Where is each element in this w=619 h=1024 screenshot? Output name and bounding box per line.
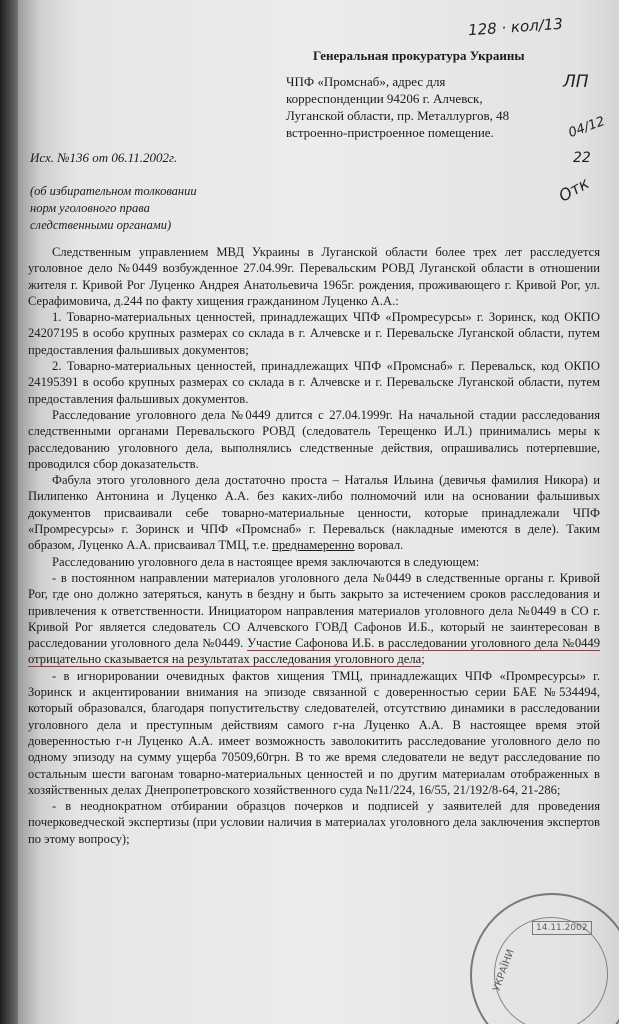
paragraph-text: ;: [421, 652, 425, 667]
document-page: [18, 0, 619, 1024]
paragraph-text: - в постоянном направлении материалов уголовного дела №0449 в следственные органы г. Кривой Рог, где оно должно затеряться, кануть в бездну и быть закрыто за истечением сроков расследования и привлечения к ответственности. Инициатором направления материалов уголовного дела №0449 в СО г. Кривой Рог является следователь СО Алчевского ГОВД Сафонов И.Б., который не заинтересован в расследовании уголовного дела №0449.: [28, 570, 600, 651]
addressee-line: корреспонденции 94206 г. Алчевск,: [286, 91, 483, 106]
paragraph: - в игнорировании очевидных фактов хищения ТМЦ, принадлежащих ЧПФ «Промресурсы» г. Зоринск и акцентировании внимания на эпизоде связанной с доверенностью серии БАЕ №534494, который образовался, благодаря попустительству следователей, отсутствию динамики в расследовании уголовного дела и преступным действиям самого г-на Луценко А.А. В настоящее время этой доверенностью г-н Луценко А.А. имеет возможность заволокитить расследование уголовного дело по одному эпизоду на сумму ущерба 70509,60грн. В то же время следователи не ведут расследование по остальным шести вагонам товарно-материальных ценностей и по другим материалам отображенных в хозяйственных делах Днепропетровского хозяйственного суда №11/224, 16/55, 21/192/8-64, 21-286;: [28, 668, 600, 797]
paragraph-text: воровал.: [357, 538, 404, 553]
handwritten-signature: Отк: [555, 173, 593, 206]
paragraph: Расследованию уголовного дела в настоящее время заключаются в следующем:: [52, 554, 480, 569]
subject-line: норм уголовного права: [30, 201, 150, 215]
handwritten-right-mark: ЛП: [563, 72, 589, 92]
paragraph-text: Фабула этого уголовного дела достаточно проста – Наталья Ильина (девичья фамилия Никора) и Пилипенко Антонина и Луценко А.А. без каких-либо полномочий или на основании фальшивых документов присваивали себе товарно-материальные ценности, которые принадлежали ЧПФ «Промресурсы» г. Зоринск и ЧПФ «Промснаб» г. Перевальск (накладные имеются в деле). Таким образом, Луценко А.А. присваивал ТМЦ, т.е.: [28, 473, 600, 553]
paragraph: 2. Товарно-материальных ценностей, принадлежащих ЧПФ «Промснаб» г. Перевальск, код ОКПО 24195391 в особо крупных размерах со склада в г. Алчевске и г. Перевальске Луганской области, путем предоставления фальшивых документов.: [28, 359, 600, 406]
paragraph: [28, 570, 600, 668]
handwritten-date-mark: 04/12: [566, 114, 607, 141]
paragraph: 1. Товарно-материальных ценностей, принадлежащих ЧПФ «Промресурсы» г. Зоринск, код ОКПО 24207195 в особо крупных размерах со склада в г. Алчевске и г. Перевальске Луганской области, путем предоставления фальшивых документов;: [28, 310, 600, 357]
paragraph: Расследование уголовного дела №0449 длится с 27.04.1999г. На начальной стадии расследования следственными органами Перевальского РОВД (следователь Терещенко И.Л.) принимались меры к расследованию уголовного дела, выполнялись следственные действия, опрашивались потерпевшие, проводился сбор доказательств.: [28, 407, 600, 471]
subject-line: (об избирательном толковании: [30, 184, 197, 198]
paragraph: Следственным управлением МВД Украины в Луганской области более трех лет расследуется уголовное дело №0449 возбужденное 27.04.99г. Перевальским РОВД Луганской области в отношении жителя г. Кривой Рог Луценко Андрея Анатольевича 1965г. рождения, проживающего г. Кривой Рог, ул. Серафимовича, д.244 по факту хищения гражданином Луценко А.А.:: [28, 245, 600, 308]
stamp-ring-text: УКРАЇНИ: [491, 947, 517, 994]
outgoing-number: Исх. №136 от 06.11.2002г.: [30, 150, 178, 165]
handwritten-top-note: 128 · кол/13: [467, 14, 564, 40]
addressee-line: Луганской области, пр. Металлургов, 48: [286, 108, 510, 123]
letter-body: [28, 244, 600, 847]
paragraph: [28, 472, 600, 553]
stamp-date: 14.11.2002: [532, 921, 592, 935]
paragraph: - в неоднократном отбирании образцов почерков и подписей у заявителей для проведения почерковедческой экспертизы (при условии наличия в материалах уголовного дела заключения экспертов по этому вопросу);: [28, 799, 600, 846]
official-stamp: [470, 893, 619, 1024]
handwritten-note: 22: [573, 150, 591, 166]
underlined-text: Участие Сафонова И.Б. в расследовании уголовного дела №0449 отрицательно сказывается на результатах расследования уголовного дела: [28, 636, 601, 667]
subject-line: следственными органами): [30, 218, 172, 232]
addressee-title: Генеральная прокуратура Украины: [313, 48, 525, 63]
underlined-text: преднамеренно: [272, 538, 355, 553]
addressee-line: ЧПФ «Промснаб», адрес для: [286, 74, 446, 89]
addressee-line: встроенно-пристроенное помещение.: [286, 125, 494, 140]
